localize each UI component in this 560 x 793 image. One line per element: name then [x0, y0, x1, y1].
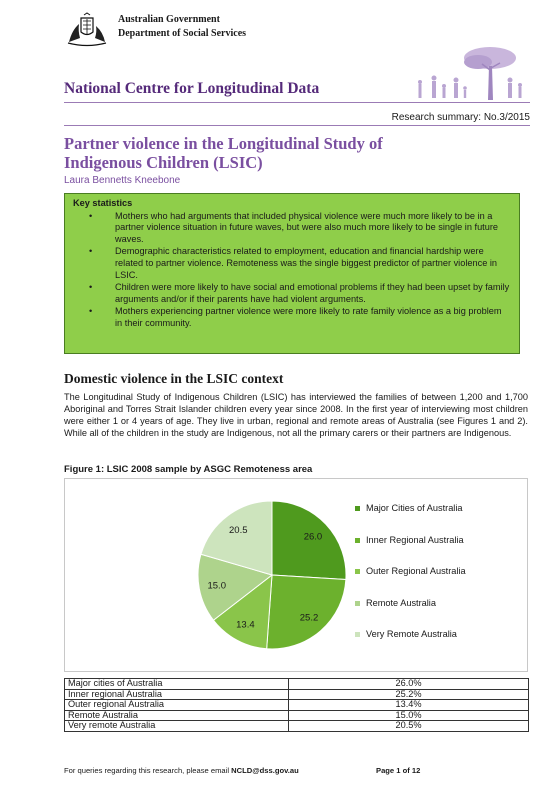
- legend-item-inner-regional: [355, 535, 466, 567]
- legend-swatch: [355, 601, 360, 606]
- table-cell-value: 15.0%: [289, 710, 529, 721]
- remoteness-table: [64, 678, 529, 732]
- legend-swatch: [355, 569, 360, 574]
- footer-query: [64, 766, 299, 775]
- legend-label: Very Remote Australia: [366, 629, 457, 640]
- chart-legend: [355, 503, 466, 661]
- key-statistics-heading: Key statistics: [73, 198, 133, 208]
- author-name: Laura Bennetts Kneebone: [64, 175, 181, 186]
- table-cell-name: Major cities of Australia: [65, 679, 289, 690]
- table-cell-value: 20.5%: [289, 721, 529, 732]
- government-name: Australian Government: [118, 14, 220, 25]
- pie-data-label-major-cities: 26.0: [303, 531, 323, 543]
- research-summary-number: Research summary: No.3/2015: [391, 112, 530, 123]
- key-statistics-list: [73, 211, 511, 330]
- department-name: Department of Social Services: [118, 28, 247, 39]
- legend-item-very-remote: [355, 629, 466, 661]
- key-statistic-item: • Demographic characteristics related to employment, education and financial hardship were related to partner violence. Remoteness was the single biggest predictor of partner violence in LSIC.: [103, 246, 511, 281]
- legend-swatch: [355, 632, 360, 637]
- table-row: [65, 721, 529, 732]
- header-rule: [64, 102, 530, 103]
- legend-item-major-cities: [355, 503, 466, 535]
- footer-email-link[interactable]: NCLD@dss.gov.au: [231, 766, 299, 775]
- legend-item-remote: [355, 598, 466, 630]
- legend-label: Outer Regional Australia: [366, 566, 466, 577]
- table-row: [65, 700, 529, 711]
- legend-item-outer-regional: [355, 566, 466, 598]
- coat-of-arms-logo: [64, 12, 110, 48]
- document-title: Partner violence in the Longitudinal Study of Indigenous Children (LSIC): [64, 134, 383, 172]
- legend-label: Remote Australia: [366, 597, 436, 608]
- table-cell-name: Remote Australia: [65, 710, 289, 721]
- table-cell-name: Inner regional Australia: [65, 689, 289, 700]
- section-heading: Domestic violence in the LSIC context: [64, 371, 284, 386]
- table-row: [65, 710, 529, 721]
- table-cell-value: 25.2%: [289, 689, 529, 700]
- legend-label: Major Cities of Australia: [366, 503, 463, 513]
- table-cell-name: Outer regional Australia: [65, 700, 289, 711]
- pie-data-label-inner-regional: 25.2: [299, 612, 319, 624]
- figure-title: Figure 1: LSIC 2008 sample by ASGC Remoteness area: [64, 464, 313, 475]
- body-paragraph: The Longitudinal Study of Indigenous Children (LSIC) has interviewed the families of between 1,200 and 1,700 Aboriginal and Torres Strait Islander children every year since 2008. In the first year of interviewing most children were either 1 or 4 years of age. They live in urban, regional and remote areas of Australia (see Figures 1 and 2). While all of the children in the study are Indigenous, not all the primary carers or their partners are Indigenous.: [64, 392, 528, 438]
- pie-chart: [64, 478, 364, 672]
- table-cell-name: Very remote Australia: [65, 721, 289, 732]
- tree-and-people-illustration: [410, 44, 530, 102]
- pie-data-label-remote: 15.0: [207, 580, 226, 592]
- table-row: [65, 679, 529, 690]
- legend-swatch: [355, 506, 360, 511]
- table-row: [65, 689, 529, 700]
- key-statistic-item: • Mothers experiencing partner violence were more likely to rate family violence as a big problem in their community.: [103, 306, 511, 329]
- pie-data-label-very-remote: 20.5: [229, 525, 248, 537]
- table-cell-value: 13.4%: [289, 700, 529, 711]
- key-statistic-item: • Children were more likely to have social and emotional problems if they had been upset by family arguments and/or if their parents have had violent arguments.: [103, 282, 511, 305]
- centre-title: National Centre for Longitudinal Data: [64, 80, 320, 97]
- pie-data-label-outer-regional: 13.4: [236, 619, 255, 631]
- footer-query-text: For queries regarding this research, please email: [64, 766, 232, 775]
- legend-label: Inner Regional Australia: [366, 534, 464, 545]
- table-cell-value: 26.0%: [289, 679, 529, 690]
- page-number: Page 1 of 12: [376, 766, 421, 775]
- key-statistic-item: • Mothers who had arguments that included physical violence were much more likely to be in a partner violence situation in future waves, but were also much more likely to be single in future waves.: [103, 211, 511, 246]
- key-statistics-box: [64, 193, 520, 354]
- legend-swatch: [355, 538, 360, 543]
- title-rule: [64, 125, 530, 126]
